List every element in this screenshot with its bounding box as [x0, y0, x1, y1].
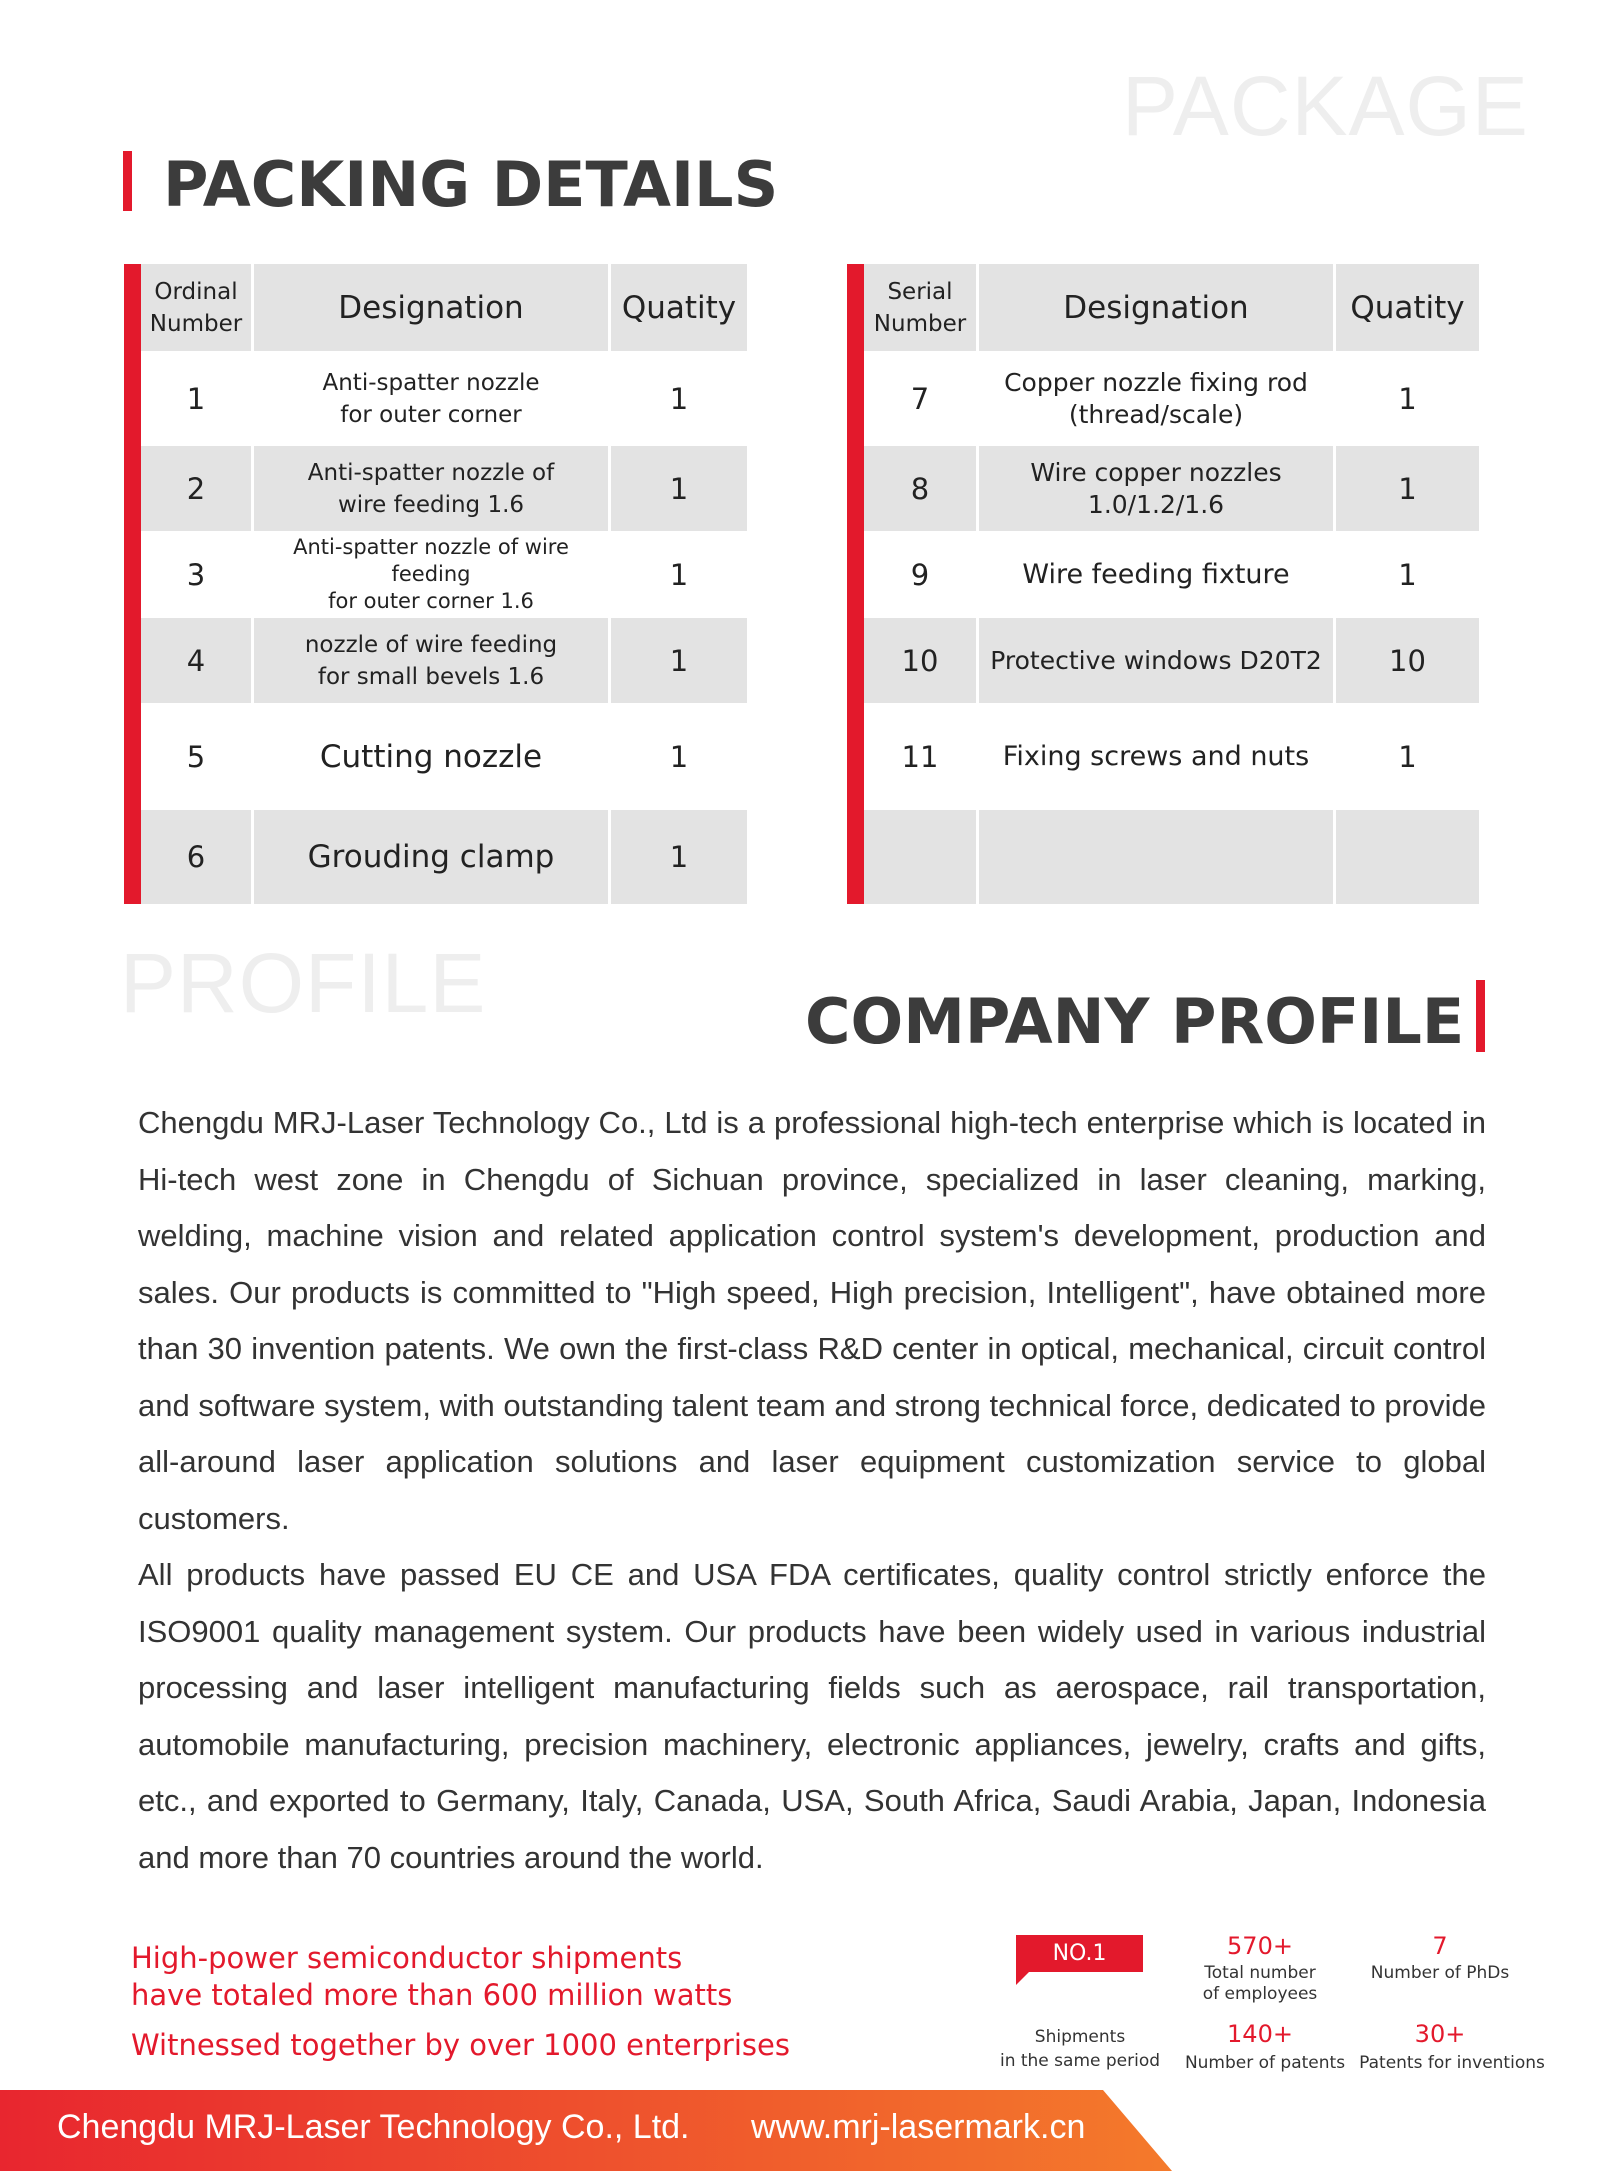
packing-details-title: PACKING DETAILS	[163, 148, 779, 221]
row-number: 1	[141, 354, 254, 443]
table-row	[864, 354, 1479, 446]
row-designation: Grouding clamp	[254, 810, 611, 904]
no1-badge: NO.1	[1016, 1935, 1143, 1972]
row-number: 8	[864, 446, 979, 531]
no1-badge-tail	[1016, 1971, 1030, 1985]
table-row	[141, 354, 747, 446]
employees-label: Total number of employees	[1202, 1963, 1318, 2004]
highlight-claim-2: have totaled more than 600 million watts	[131, 1978, 733, 2012]
row-quantity: 10	[1336, 618, 1479, 703]
patents-label: Number of patents	[1184, 2053, 1346, 2073]
header-serial-number: Serial Number	[864, 264, 979, 351]
table-row	[141, 810, 747, 904]
row-designation: Fixing screws and nuts	[979, 706, 1336, 807]
row-designation: Anti-spatter nozzle of wire feeding for outer corner 1.6	[254, 534, 611, 615]
row-designation: Protective windows D20T2	[979, 618, 1336, 703]
row-quantity: 1	[669, 739, 689, 774]
row-number: 4	[141, 618, 254, 703]
table-row	[864, 618, 1479, 706]
row-designation	[979, 810, 1336, 904]
packing-table-left	[124, 264, 747, 904]
phds-value: 7	[1432, 1932, 1448, 1960]
table-row	[864, 706, 1479, 810]
row-number	[864, 810, 979, 904]
row-designation: Anti-spatter nozzle for outer corner	[254, 354, 611, 443]
header-ordinal-number: Ordinal Number	[141, 264, 254, 351]
row-quantity: 1	[611, 446, 747, 531]
header-quantity: Quatity	[1336, 264, 1479, 351]
table-header-row	[864, 264, 1479, 354]
row-designation: Wire copper nozzles 1.0/1.2/1.6	[979, 446, 1336, 531]
row-quantity: 1	[1398, 381, 1417, 416]
row-quantity: 1	[611, 618, 747, 703]
row-designation: Wire feeding fixture	[979, 534, 1336, 615]
table-header-row	[141, 264, 747, 354]
header-designation: Designation	[254, 264, 611, 351]
highlight-claim-1: High-power semiconductor shipments	[131, 1941, 683, 1975]
row-quantity: 1	[1336, 446, 1479, 531]
row-quantity: 1	[611, 810, 747, 904]
table-accent-bar	[847, 264, 864, 904]
header-quantity: Quatity	[611, 264, 747, 351]
footer-company-name: Chengdu MRJ-Laser Technology Co., Ltd.	[57, 2108, 690, 2146]
table-row	[141, 618, 747, 706]
row-quantity: 1	[1398, 739, 1417, 774]
row-number: 10	[864, 618, 979, 703]
inventions-label: Patents for inventions	[1359, 2053, 1545, 2073]
employees-value: 570+	[1227, 1932, 1293, 1960]
table-row	[864, 534, 1479, 618]
row-quantity: 1	[669, 381, 689, 416]
profile-paragraph-1: Chengdu MRJ-Laser Technology Co., Ltd is a professional high-tech enterprise which is located in Hi-tech west zone in Chengdu of Sichuan province, specialized in laser cleaning, marking, welding, machine vision and related application control system's development, production and sales. Our products is committed to "High speed, High precision, Intelligent", have obtained more than 30 invention patents. We own the first-class R&D center in optical, mechanical, circuit control and software system, with outstanding talent team and strong technical force, dedicated to provide all-around laser application solutions and laser equipment customization service to global customers.	[138, 1105, 1486, 1536]
row-designation: Copper nozzle fixing rod (thread/scale)	[979, 354, 1336, 443]
packing-table-right	[847, 264, 1479, 904]
row-number: 2	[141, 446, 254, 531]
row-quantity: 1	[669, 557, 689, 592]
highlight-claim-3: Witnessed together by over 1000 enterprises	[131, 2028, 790, 2062]
row-quantity	[1336, 810, 1479, 904]
row-designation: Cutting nozzle	[254, 706, 611, 807]
profile-paragraph-2: All products have passed EU CE and USA FDA certificates, quality control strictly enforce the ISO9001 quality management system. Our products have been widely used in various industrial processing and laser intelligent manufacturing fields such as aerospace, rail transportation, automobile manufacturing, precision machinery, electronic appliances, jewelry, crafts and gifts, etc., and exported to Germany, Italy, Canada, USA, South Africa, Saudi Arabia, Japan, Indonesia and more than 70 countries around the world.	[138, 1557, 1486, 1875]
table-accent-bar	[124, 264, 141, 904]
row-designation: nozzle of wire feeding for small bevels 1.6	[254, 618, 611, 703]
package-watermark: PACKAGE	[1122, 59, 1529, 153]
profile-watermark: PROFILE	[120, 936, 487, 1030]
row-number: 11	[864, 706, 979, 807]
company-profile-title: COMPANY PROFILE	[805, 985, 1465, 1058]
row-number: 7	[864, 354, 979, 443]
table-row	[141, 706, 747, 810]
row-number: 3	[141, 534, 254, 615]
phds-label: Number of PhDs	[1370, 1963, 1510, 1983]
table-row-empty	[864, 810, 1479, 904]
company-profile-body	[138, 1095, 1486, 1886]
row-number: 5	[141, 706, 254, 807]
row-number: 9	[864, 534, 979, 615]
table-row	[141, 446, 747, 534]
row-number: 6	[141, 810, 254, 904]
patents-value: 140+	[1227, 2020, 1293, 2048]
header-designation: Designation	[979, 264, 1336, 351]
packing-title-accent-bar	[123, 151, 132, 211]
shipments-label: Shipments in the same period	[999, 2027, 1161, 2071]
row-designation: Anti-spatter nozzle of wire feeding 1.6	[254, 446, 611, 531]
table-row	[864, 446, 1479, 534]
table-row	[141, 534, 747, 618]
inventions-value: 30+	[1414, 2020, 1466, 2048]
footer-website-link[interactable]: www.mrj-lasermark.cn	[751, 2108, 1086, 2146]
row-quantity: 1	[1398, 557, 1417, 592]
profile-title-accent-bar	[1476, 980, 1485, 1052]
